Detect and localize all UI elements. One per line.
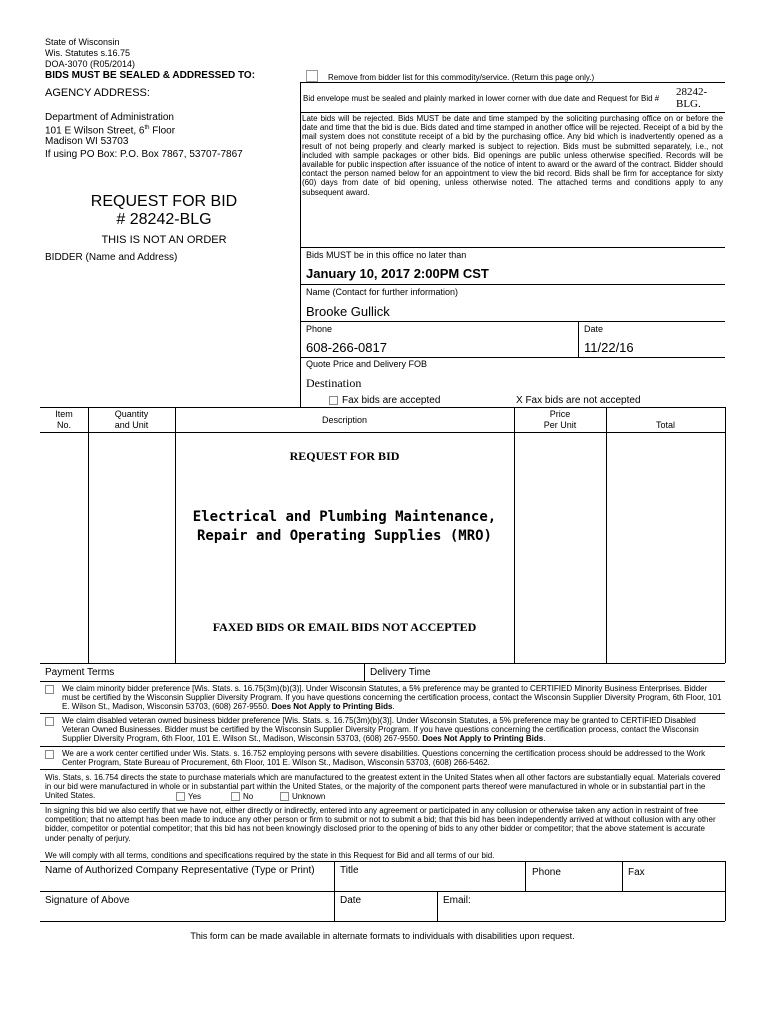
manufactured-yes-label: Yes	[188, 792, 202, 801]
page-title: REQUEST FOR BID	[90, 193, 238, 210]
signature-label: Signature of Above	[45, 895, 130, 906]
payment-terms-label: Payment Terms	[45, 667, 115, 678]
manufactured-unknown-label: Unknown	[292, 792, 326, 801]
fax-not-accepted-label: X Fax bids are not accepted	[516, 395, 641, 406]
remove-from-list-checkbox[interactable]	[306, 70, 318, 82]
rep-name-label: Name of Authorized Company Representative (Type or Print)	[45, 865, 315, 876]
minority-preference-text: We claim minority bidder preference [Wis. Stats. s. 16.75(3m)(b)(3)]. Under Wisconsin Statutes, a 5% preference may be granted to CERTIFIED Minority Business Enterprises. Bidder must be certified by the Wisconsin Supplier Diversity Program. If you have questions concerning the certification process, contact the Wisconsin Supplier Diversity Program, 6th Floor, 101 E. Wilson St., Madison, Wisconsin 53703, (608) 267-9550. Does Not Apply to Printing Bids.	[62, 684, 722, 712]
contact-name: Brooke Gullick	[306, 304, 390, 319]
agency-street: 101 E Wilson Street, 6th Floor	[45, 125, 176, 137]
statute-label: Wis. Statutes s.16.75	[45, 48, 131, 58]
remove-note: Remove from bidder list for this commodity/service. (Return this page only.)	[328, 73, 595, 82]
body-footer: FAXED BIDS OR EMAIL BIDS NOT ACCEPTED	[212, 620, 477, 634]
sig-date-label: Date	[340, 895, 362, 906]
envelope-bid-number: 28242-BLG.	[676, 86, 708, 110]
col-header-price: Price	[549, 409, 571, 419]
agency-city: Madison WI 53703	[45, 136, 129, 147]
sig-fax-label: Fax	[628, 867, 645, 878]
fob-value: Destination	[306, 376, 362, 390]
accessibility-note: This form can be made available in alternate formats to individuals with disabilities upon request.	[190, 931, 575, 941]
col-header-item-no: No.	[56, 420, 71, 430]
contact-label: Name (Contact for further information)	[306, 287, 459, 297]
certify-text: In signing this bid we also certify that we have not, either directly or indirectly, entered into any agreement or participated in any collusion or otherwise taken any action in restraint of free competition; that no attempt has been made to induce any other person or firm to submit or not to submit a bid; that this bid has been independently arrived at without collusion with any other bidder, competitor or potential competitor; that this bid has not been knowingly disclosed prior to the opening of bids to any other bidder or competitor; that the above statement is accurate under penalty of perjury.	[45, 806, 716, 843]
phone-label: Phone	[306, 324, 333, 334]
veteran-preference-text: We claim disabled veteran owned business bidder preference [Wis. Stats. s. 16.75(3m)(b)(3)]. Under Wisconsin Statutes, a 5% preference may be granted to CERTIFIED Disabled Veteran Owned Businesses. Bidder must be certified by the Wisconsin Supplier Diversity Program. If you have questions concerning the certification process, contact the Wisconsin Supplier Diversity Program, 6th Floor, 101 E. Wilson St., Madison, Wisconsin 53703, (608) 267-9550. Does Not Apply to Printing Bids.	[62, 716, 699, 744]
due-label: Bids MUST be in this office no later than	[306, 250, 467, 260]
col-header-item: Item	[55, 409, 73, 419]
sealed-heading: BIDS MUST BE SEALED & ADDRESSED TO:	[45, 70, 256, 81]
minority-preference-checkbox[interactable]	[45, 685, 54, 694]
manufactured-yes-checkbox[interactable]	[176, 792, 185, 801]
due-date: January 10, 2017 2:00PM CST	[306, 266, 489, 281]
sig-phone-label: Phone	[532, 867, 561, 878]
date-label: Date	[584, 324, 604, 334]
col-header-per-unit: Per Unit	[543, 420, 577, 430]
form-number: DOA-3070 (R05/2014)	[45, 59, 136, 69]
fax-accepted-checkbox[interactable]	[329, 396, 338, 405]
manufactured-no-label: No	[243, 792, 254, 801]
agency-address-label: AGENCY ADDRESS:	[45, 87, 150, 99]
comply-text: We will comply with all terms, conditions and specifications required by the state in this Request for Bid and all terms of our bid.	[45, 851, 495, 860]
date-value: 11/22/16	[584, 340, 634, 355]
not-an-order: THIS IS NOT AN ORDER	[101, 234, 227, 246]
work-center-text: We are a work center certified under Wis. Stats. s. 16.752 employing persons with severe disabilities. Questions concerning the certification process should be addressed to the Work Center Program, State Bureau of Procurement, 6th Floor, 101 E. Wilson St., Madison, Wisconsin 53703, (608) 266-5462.	[62, 749, 706, 768]
work-center-checkbox[interactable]	[45, 750, 54, 759]
fax-accepted-label: Fax bids are accepted	[342, 395, 441, 406]
fob-label: Quote Price and Delivery FOB	[306, 359, 428, 369]
envelope-note: Bid envelope must be sealed and plainly marked in lower corner with due date and Request for Bid #	[303, 94, 660, 103]
col-header-total: Total	[655, 420, 675, 430]
phone-value: 608-266-0817	[306, 340, 387, 355]
delivery-time-label: Delivery Time	[370, 667, 431, 678]
veteran-preference-checkbox[interactable]	[45, 717, 54, 726]
body-line-2: Repair and Operating Supplies (MRO)	[196, 528, 492, 544]
manufactured-text: Wis. Stats, s. 16.754 directs the state to purchase materials which are manufactured to the greatest extent in the United States when all other factors are substantially equal. Materials covered in our bid were manufactured in whole or in substantial part within the United States, or the majority of the component parts thereof were manufactured in whole or in substantial part in the United States.	[45, 773, 721, 801]
bid-number-title: # 28242-BLG	[116, 211, 212, 228]
agency-po-box: If using PO Box: P.O. Box 7867, 53707-7867	[45, 149, 243, 160]
col-header-unit: and Unit	[114, 420, 149, 430]
manufactured-no-checkbox[interactable]	[231, 792, 240, 801]
state-label: State of Wisconsin	[45, 37, 120, 47]
manufactured-unknown-checkbox[interactable]	[280, 792, 289, 801]
email-label: Email:	[443, 895, 471, 906]
col-header-description: Description	[321, 415, 368, 425]
late-bids-text: Late bids will be rejected. Bids MUST be date and time stamped by the soliciting purchasing office on or before the date and time that the bid is due. Bids dated and time stamped in another office will be rejected. Receipt of a bid by the mail system does not constitute receipt of a bid by the purchasing office. Any bid which is inadvertently opened as a result of not being properly and clearly marked is subject to rejection. Bids must be submitted separately, i.e., not included with sample packages or other bids. Bid openings are public unless otherwise specified. Records will be available for public inspection after issuance of the notice of intent to award or the award of the contract. Bidder should contact the person named below for an appointment to view the bid record. Bids shall be firm for acceptance for sixty (60) days from date of bid opening, unless otherwise noted. The attached terms and conditions apply to any subsequent award.	[302, 114, 723, 197]
col-header-quantity: Quantity	[114, 409, 149, 419]
body-title: REQUEST FOR BID	[289, 449, 400, 463]
agency-dept: Department of Administration	[45, 112, 174, 123]
body-line-1: Electrical and Plumbing Maintenance,	[192, 509, 497, 525]
title-label: Title	[340, 865, 359, 876]
bidder-label: BIDDER (Name and Address)	[45, 252, 178, 263]
